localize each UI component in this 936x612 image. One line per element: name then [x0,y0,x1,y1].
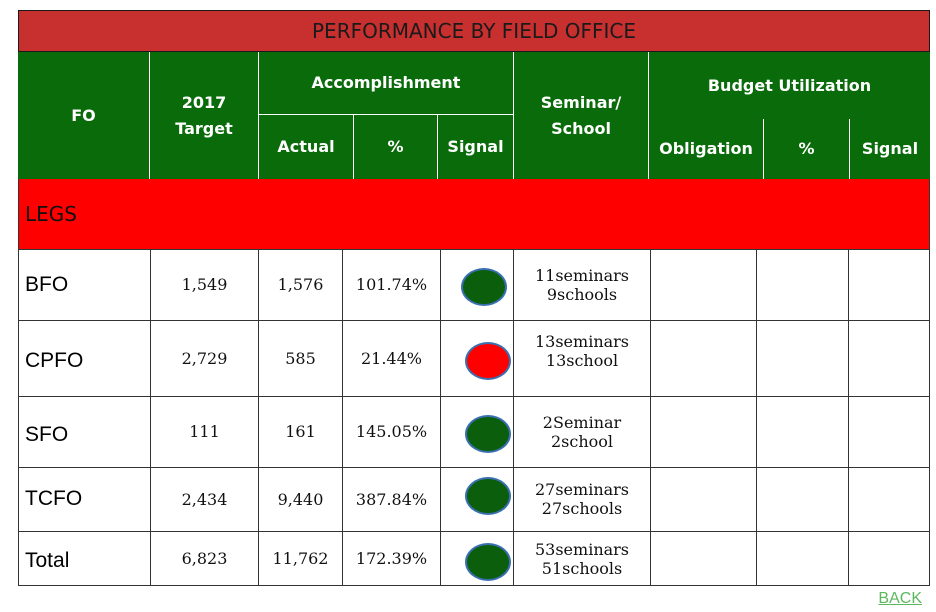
header-budget-utilization: Budget Utilization [707,75,872,95]
signal-green-icon [461,268,507,306]
header-fo: FO [71,105,96,125]
row-percent: 101.74% [355,275,428,294]
header-budget-percent: % [798,139,815,158]
section-legs: LEGS [18,179,930,249]
row-percent: 387.84% [355,489,428,509]
row-seminar-count: 11seminars [534,265,630,285]
signal-red-icon [465,342,511,380]
row-school-count: 27schools [541,499,623,518]
row-seminar [514,249,650,320]
row-actual: 161 [285,422,316,441]
signal-green-icon [465,477,511,515]
header-seminar [514,52,648,179]
header-seminar-line2: School [551,118,611,138]
row-target: 111 [189,422,220,441]
row-fo-total: Total [25,548,70,572]
row-actual: 1,576 [277,275,324,294]
header-percent: % [387,136,404,156]
header-budget-signal: Signal [861,139,919,158]
row-seminar-count: 13seminars [534,332,630,351]
back-link[interactable]: BACK [878,590,922,607]
row-target: 2,434 [181,489,228,509]
row-fo-sfo: SFO [25,422,69,446]
header-target-label: Target [175,118,233,138]
row-school-count: 13school [545,351,619,370]
row-seminar [514,320,650,382]
row-fo-tcfo: TCFO [25,487,83,510]
header-seminar-line1: Seminar/ [540,92,622,112]
row-percent: 172.39% [355,549,428,568]
header-accomplishment: Accomplishment [311,73,461,92]
row-school-count: 2school [550,431,614,451]
header-signal: Signal [447,136,504,156]
row-school-count: 51schools [541,558,623,578]
row-percent: 21.44% [360,348,422,368]
row-seminar-count: 2Seminar [542,412,622,432]
signal-green-icon [465,415,511,453]
row-fo-bfo: BFO [25,272,69,296]
row-seminar [514,467,650,531]
header-target-year: 2017 [181,92,227,112]
row-percent: 145.05% [355,422,428,441]
row-seminar [514,396,650,467]
row-target: 2,729 [181,348,228,368]
row-seminar [514,531,650,586]
row-fo-cpfo: CPFO [25,349,84,372]
header-target [150,52,258,179]
row-school-count: 9schools [546,284,618,304]
row-seminar-count: 27seminars [534,480,630,499]
row-target: 1,549 [181,275,228,294]
header-actual: Actual [277,136,335,156]
row-actual: 11,762 [272,549,329,568]
row-seminar-count: 53seminars [534,539,630,559]
page-title: PERFORMANCE BY FIELD OFFICE [18,10,930,52]
row-actual: 9,440 [277,489,324,509]
header-obligation: Obligation [659,139,753,158]
signal-green-icon [465,543,511,581]
row-target: 6,823 [181,549,228,568]
row-actual: 585 [285,348,316,368]
